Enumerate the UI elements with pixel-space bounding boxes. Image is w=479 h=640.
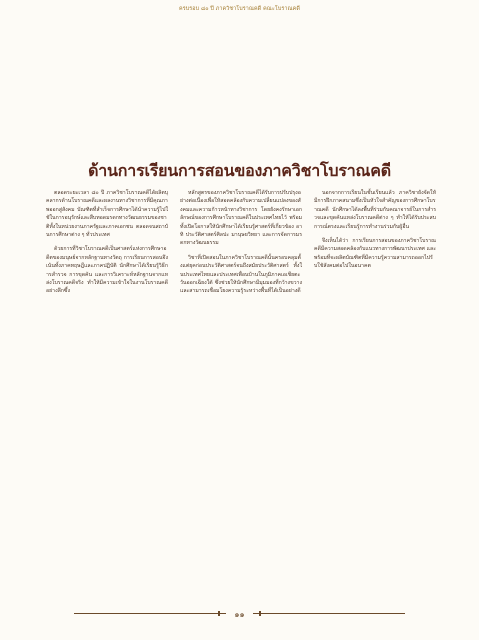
page-footer xyxy=(0,608,479,620)
page-number: ๑๑ xyxy=(234,610,245,619)
paragraph: ด้วยการที่วิชาโบราณคดีเป็นศาสตร์แห่งการศึกษาอดีตของมนุษย์จากหลักฐานทางวัตถุ การเรียนการสอนจึงเน้นทั้งภาคทฤษฎีและภาคปฏิบัติ นักศึกษาได้เรียนรู้วิธีการสำรวจ การขุดค้น และการวิเคราะห์หลักฐานจากแหล่งโบราณคดีจริง ทำให้มีความเข้าใจในงานโบราณคดีอย่างลึกซึ้ง xyxy=(46,246,168,295)
footer-rule-right xyxy=(253,613,405,614)
text-column-3 xyxy=(314,189,436,302)
text-column-2 xyxy=(180,189,302,302)
footer-ornament-left xyxy=(218,611,220,616)
running-header: ครบรอบ ๘๐ ปี ภาควิชาโบราณคดี คณะโบราณคดี xyxy=(179,6,300,12)
chapter-title: ด้านการเรียนการสอนของภาควิชาโบราณคดี xyxy=(88,161,391,180)
footer-rule-left xyxy=(74,613,226,614)
paragraph: หลักสูตรของภาควิชาโบราณคดีได้รับการปรับปรุงอย่างต่อเนื่องเพื่อให้สอดคล้องกับความเปลี่ยนแปลงของสังคมและความก้าวหน้าทางวิชาการ โดยยังคงรักษาเอกลักษณ์ของการศึกษาโบราณคดีในประเทศไทยไว้ พร้อมทั้งเปิดโอกาสให้นักศึกษาได้เรียนรู้ศาสตร์ที่เกี่ยวข้อง อาทิ ประวัติศาสตร์ศิลปะ มานุษยวิทยา และการจัดการมรดกทางวัฒนธรรม xyxy=(180,190,302,247)
paragraph: ตลอดระยะเวลา ๘๐ ปี ภาควิชาโบราณคดีได้ผลิตบุคลากรด้านโบราณคดีและผลงานทางวิชาการที่มีคุณภาพออกสู่สังคม บัณฑิตที่สำเร็จการศึกษาได้นำความรู้ไปใช้ในการอนุรักษ์และสืบทอดมรดกทางวัฒนธรรมของชาติทั้งในหน่วยงานภาครัฐและภาคเอกชน ตลอดจนสถาบันการศึกษาต่าง ๆ ทั่วประเทศ xyxy=(46,190,168,239)
paragraph: จึงเห็นได้ว่า การเรียนการสอนของภาควิชาโบราณคดีมีความสอดคล้องกับแนวทางการพัฒนาประเทศ และพร้อมที่จะผลิตบัณฑิตที่มีความรู้ความสามารถออกไปรับใช้สังคมต่อไปในอนาคต xyxy=(314,238,436,270)
text-column-1 xyxy=(46,189,168,302)
paragraph: นอกจากการเรียนในชั้นเรียนแล้ว ภาควิชายังจัดให้มีการฝึกภาคสนามซึ่งเป็นหัวใจสำคัญของการศึกษาโบราณคดี นักศึกษาได้ลงพื้นที่ร่วมกับคณาจารย์ในการสำรวจและขุดค้นแหล่งโบราณคดีต่าง ๆ ทำให้ได้รับประสบการณ์ตรงและเรียนรู้การทำงานร่วมกับผู้อื่น xyxy=(314,190,436,230)
article-body xyxy=(46,189,436,302)
paragraph: วิชาที่เปิดสอนในภาควิชาโบราณคดีนั้นครอบคลุมตั้งแต่ยุคก่อนประวัติศาสตร์จนถึงสมัยประวัติศาสตร์ ทั้งในประเทศไทยและประเทศเพื่อนบ้านในภูมิภาคเอเชียตะวันออกเฉียงใต้ ซึ่งช่วยให้นักศึกษามีมุมมองที่กว้างขวางและสามารถเชื่อมโยงความรู้ระหว่างพื้นที่ได้เป็นอย่างดี xyxy=(180,254,302,295)
